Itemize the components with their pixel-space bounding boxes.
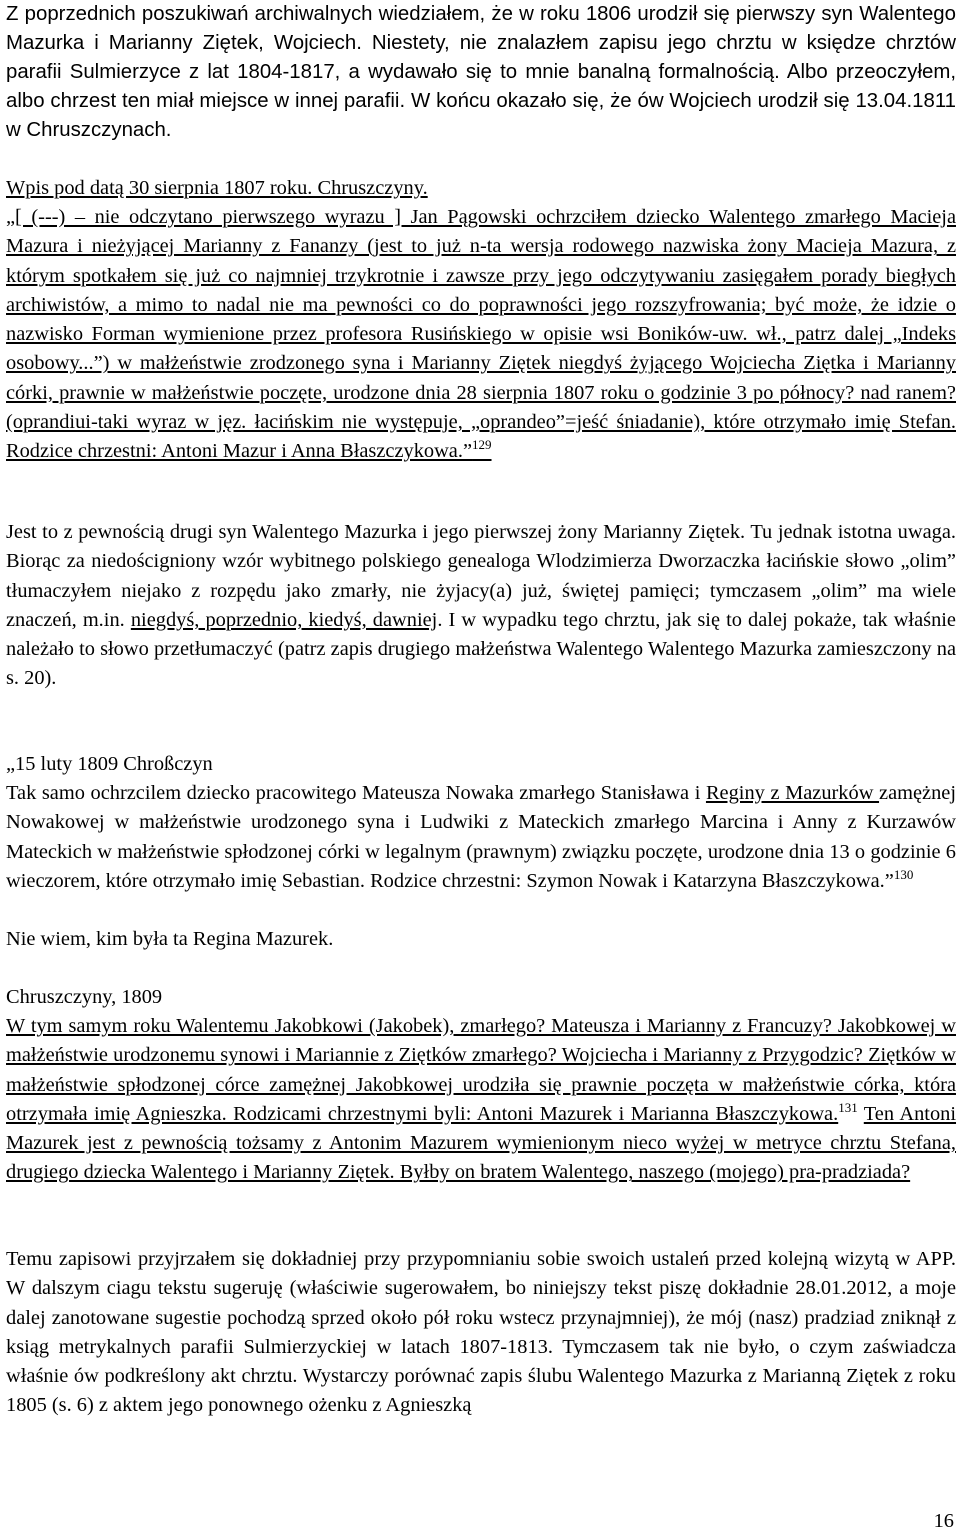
commentary-1-text-a: Jest to z pewnością drugi syn Walentego Mazurka i jego pierwszej żony Marianny Ziętek. Tu jednak istotna uwaga. Biorąc za niedościgniony wzór wybitnego polskiego genealoga Wlodzimierza Dworzaczka łacińskie słowo „olim” tłumaczyłem niejako z rozpędu jako zmarły, nie żyjacy(a) już, świętej pamięci; tymczasem „olim” ma wiele znaczeń, m.in. — [6, 521, 956, 631]
record-1-quote-text: „[ (---) – nie odczytano pierwszego wyrazu ] Jan Pągowski ochrzciłem dziecko Walentego zmarłego Macieja Mazura i nieżyjącej Marianny z Fananzy (jest to już n-ta wersja rodowego nazwiska żony Macieja Mazura, z którym spotkałem się już co najmniej trzykrotnie i zawsze przy jego odczytywaniu zasięgałem porady biegłych archiwistów, a mimo to nadal nie ma pewności co do poprawności jego rozszyfrowania; być może, że idzie o nazwisko Forman wymienione przez profesora Rusińskiego w opisie wsi Boników-uw. wł., patrz dalej „Indeks osobowy...”) w małżeństwie zrodzonego syna i Marianny Ziętek niegdyś żyjącego Wojciecha Ziętka i Marianny córki, prawnie w małżeństwie poczęte, urodzone dnia 28 sierpnia 1807 roku o godzinie 3 po północy? nad ranem? (oprandiui-taki wyraz w jęz. łacińskim nie występuje, „oprandeo”=jeść śniadanie), które otrzymało imię Stefan. Rodzice chrzestni: Antoni Mazur i Anna Błaszczykowa.” — [6, 206, 956, 463]
commentary-1-text-b: . I w wypadku tego chrztu, jak się to dalej pokaże, tak właśnie należało to słowo przetłumaczyć (patrz zapis drugiego małżeństwa Walentego Walentego Mazurka zamieszczony na s. 20). — [6, 608, 956, 690]
record-3-heading: Chruszczyny, 1809 — [6, 986, 163, 1008]
record-2-underlined: Reginy z Mazurków — [705, 782, 880, 804]
record-3-paragraph — [6, 1012, 956, 1188]
footnote-ref-130[interactable]: 130 — [893, 867, 914, 883]
record-2-text-a: Tak samo ochrzcilem dziecko pracowitego Mateusza Nowaka zmarłego Stanisława i — [6, 782, 706, 804]
commentary-1-underlined: niegdyś, poprzednio, kiedyś, dawniej — [130, 608, 438, 631]
footnote-ref-129[interactable]: 129 — [472, 437, 492, 453]
record-2-note: Nie wiem, kim była ta Regina Mazurek. — [6, 928, 334, 950]
record-3-underlined-text: W tym samym roku Walentemu Jakobkowi (Jakobek), zmarłego? Mateusza i Marianny z Francuzy? Jakobkowej w małżeństwie urodzonemu synowi i Mariannie z Ziętków zmarłego? Wojciecha i Marianny z Przygodzic? Ziętków w małżeństwie spłodzonej córce zamężnej Jakobkowej urodziła się prawnie poczęta w małżeństwie córka, która otrzymała imię Agnieszka. Rodzicami chrzestnymi byli: Antoni Mazurek i Marianna Błaszczykowa. — [6, 1015, 956, 1125]
record-3-underlined-text-2: Ten Antoni Mazurek jest z pewnością tożsamy z Antonim Mazurem wymienionym nieco wyżej w metryce chrztu Stefana, drugiego dziecka Walentego i Marianny Ziętek. Byłby on bratem Walentego, naszego (mojego) pra-pradziada? — [6, 1102, 957, 1184]
record-2-heading: „15 luty 1809 Chroßczyn — [6, 753, 213, 775]
footnote-ref-131[interactable]: 131 — [838, 1100, 858, 1116]
record-1-quote — [6, 203, 956, 467]
closing-paragraph: Temu zapisowi przyjrzałem się dokładniej przy przypomnianiu sobie swoich ustaleń przed kolejną wizytą w APP. W dalszym ciagu tekstu sugeruję (właściwie sugerowałem, bo niniejszy tekst piszę dokładnie 28.01.2012, a moje dalej zanotowane sugestie pochodzą sprzed około pół roku wstecz przynajmniej), że mój (nasz) pradziad zniknął z ksiąg metrykalnych parafii Sulmierzyckiej w latach 1807-1813. Tymczasem tak nie było, o czym zaświadcza właśnie ów podkreślony akt chrztu. Wystarczy porównać zapis ślubu Walentego Mazurka z Marianną Ziętek z roku 1805 (s. 6) z aktem jego ponownego ożenku z Agnieszką — [6, 1248, 956, 1417]
record-2-paragraph — [6, 779, 956, 896]
commentary-1-paragraph — [6, 518, 956, 694]
record-1-heading: Wpis pod datą 30 sierpnia 1807 roku. Chruszczyny. — [6, 177, 428, 199]
intro-paragraph: Z poprzednich poszukiwań archiwalnych wiedziałem, że w roku 1806 urodził się pierwszy syn Walentego Mazurka i Marianny Ziętek, Wojciech. Niestety, nie znalazłem zapisu jego chrztu w księdze chrztów parafii Sulmierzyce z lat 1804-1817, a wydawało się to mnie banalną formalnością. Albo przeoczyłem, albo chrzest ten miał miejsce w innej parafii. W końcu okazało się, że ów Wojciech urodził się 13.04.1811 w Chruszczynach. — [6, 3, 956, 141]
page-number: 16 — [933, 1510, 954, 1532]
record-2-text-b: zamężnej Nowakowej w małżeństwie urodzonego syna i Ludwiki z Mateckich zmarłego Marcina i Anny z Kurzawów Mateckich w małżeństwie spłodzonej córki w legalnym (prawnym) związku poczęte, urodzone dnia 13 o godzinie 6 wieczorem, które otrzymało imię Sebastian. Rodzice chrzestni: Szymon Nowak i Katarzyna Błaszczykowa.” — [6, 782, 957, 892]
